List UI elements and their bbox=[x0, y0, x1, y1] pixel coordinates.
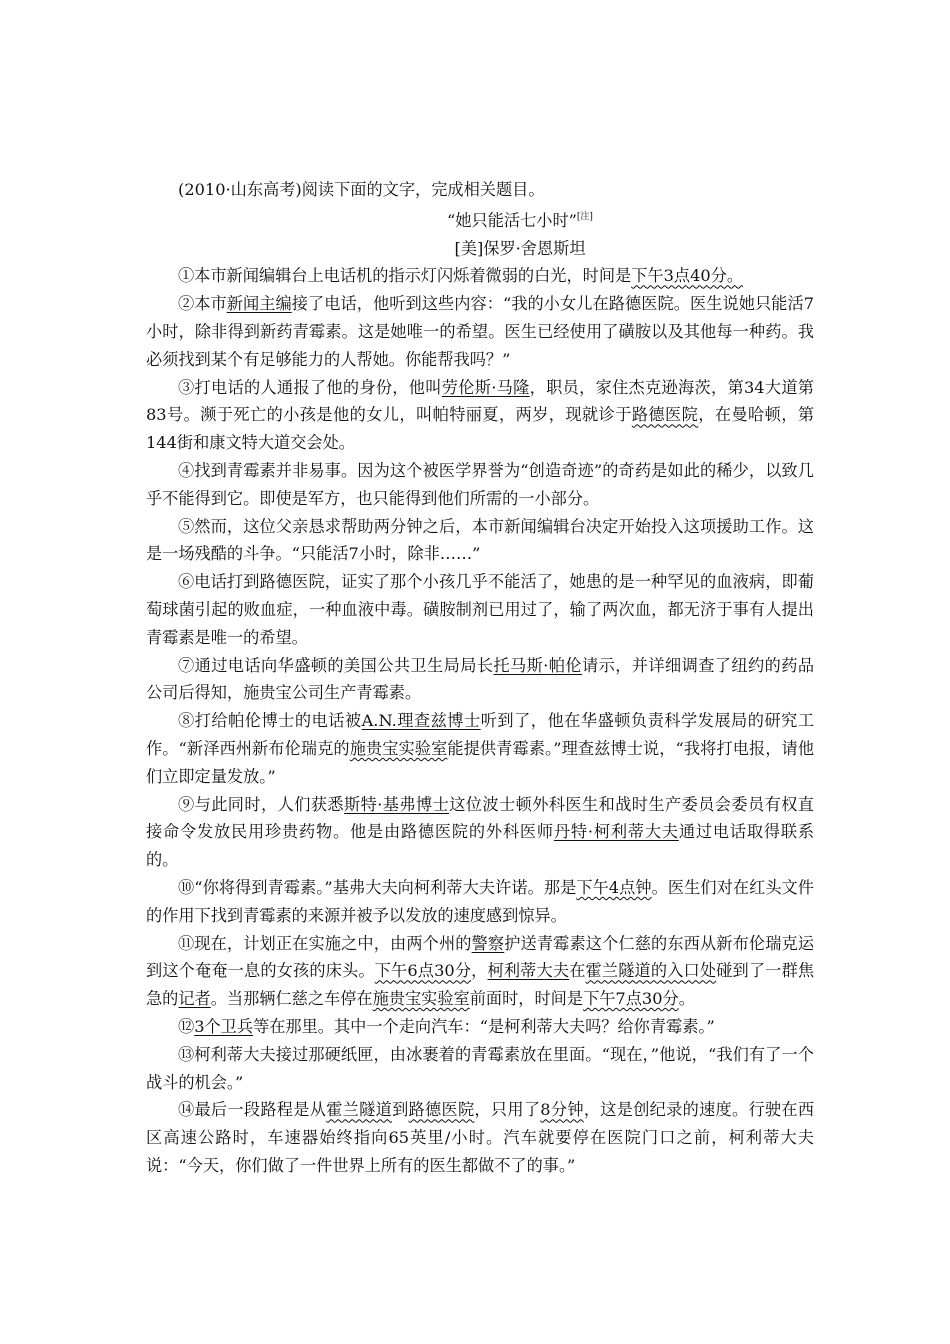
wavy-underlined-term: 下午6点30分 bbox=[374, 961, 472, 981]
article-title-text: “她只能活七小时” bbox=[447, 210, 577, 230]
paragraph-10 bbox=[146, 874, 814, 930]
underlined-term: 记者 bbox=[178, 989, 211, 1009]
underlined-term: 3个卫兵 bbox=[194, 1016, 254, 1036]
paragraph-text: ④找到青霉素并非易事。因为这个被医学界誉为“创造奇迹”的奇药是如此的稀少，以致几乎不能得到它。即使是军方，也只能得到他们所需的一小部分。 bbox=[146, 460, 814, 508]
paragraph-text: 护送青霉素这个仁慈的东西从新布伦瑞克运到这个奄奄一息的女孩的床头。 bbox=[146, 933, 815, 981]
paragraph-text: ⑭最后一段路程是从 bbox=[178, 1100, 327, 1120]
paragraph-text: ③打电话的人通报了他的身份，他叫 bbox=[178, 377, 442, 397]
paragraph-text: 等在那里。其中一个走向汽车：“是柯利蒂大夫吗？给你青霉素。” bbox=[253, 1016, 715, 1036]
paragraph-12 bbox=[146, 1013, 814, 1041]
paragraph-11 bbox=[146, 930, 814, 1013]
paragraph-text: 通过电话取得联系的。 bbox=[146, 822, 815, 870]
wavy-underlined-term: 霍兰隧道的入口处 bbox=[585, 961, 717, 981]
paragraph-4 bbox=[146, 457, 814, 513]
underlined-term: 新闻主编 bbox=[226, 294, 292, 314]
underlined-term: 柯利蒂大夫 bbox=[487, 961, 570, 981]
title-footnote-mark: [注] bbox=[576, 211, 593, 222]
paragraph-5 bbox=[146, 513, 814, 569]
paragraph-text: ，在曼哈顿，第144街和康文特大道交会处。 bbox=[146, 405, 815, 453]
paragraph-text: 。医生们对在红头文件的作用下找到青霉素的来源并被予以发放的速度感到惊异。 bbox=[146, 877, 814, 925]
paragraph-text: ⑥电话打到路德医院，证实了那个小孩几乎不能活了，她患的是一种罕见的血液病，即葡萄球菌引起的败血症，一种血液中毒。磺胺制剂已用过了，输了两次血，都无济于事有人提出青霉素是唯一的希望。 bbox=[146, 572, 814, 647]
article-body bbox=[146, 176, 814, 1180]
article-title bbox=[226, 204, 814, 235]
wavy-underlined-term: 下午4点钟 bbox=[576, 877, 652, 897]
paragraph-text: 听到了，他在华盛顿负责科学发展局的研究工作。“新泽西州新布伦瑞克的 bbox=[146, 711, 815, 758]
paragraph-8 bbox=[146, 707, 814, 790]
wavy-underlined-term: 8分钟 bbox=[540, 1100, 584, 1120]
wavy-underlined-term: 施贵宝实验室 bbox=[349, 738, 448, 758]
paragraph-text: 碰到了一群焦急的 bbox=[146, 961, 815, 1009]
question-intro: (2010·山东高考)阅读下面的文字，完成相关题目。 bbox=[178, 180, 545, 199]
paragraph-text: ⑬柯利蒂大夫接过那硬纸匣，由冰裹着的青霉素放在里面。“现在，”他说，“我们有了一个战斗的机会。” bbox=[146, 1044, 814, 1092]
paragraph-3 bbox=[146, 374, 814, 457]
paragraph-text: ⑤然而，这位父亲恳求帮助两分钟之后，本市新闻编辑台决定开始投入这项援助工作。这是一场残酷的斗争。“只能活7小时，除非……” bbox=[146, 516, 814, 564]
paragraph-text: 接了电话，他听到这些内容：“我的小女儿在路德医院。医生说她只能活7小时，除非得到新药青霉素。这是她唯一的希望。医生已经使用了磺胺以及其他每一种药。我必须找到某个有足够能力的人帮她。你能帮我吗？” bbox=[146, 294, 815, 369]
article-author: [美]保罗·舍恩斯坦 bbox=[454, 238, 586, 258]
paragraph-text: ，职员，家住杰克逊海茨，第34大道第83号。濒于死亡的小孩是他的女儿，叫帕特丽夏，两岁，现就诊于 bbox=[146, 377, 814, 425]
wavy-underlined-term: 路德医院 bbox=[631, 405, 699, 425]
paragraph-2 bbox=[146, 290, 814, 373]
underlined-term: 托马斯·帕伦 bbox=[493, 655, 582, 675]
wavy-underlined-term: 下午3点40分。 bbox=[631, 266, 744, 286]
wavy-underlined-term: 霍兰隧道 bbox=[326, 1100, 393, 1120]
paragraph-text: 到 bbox=[392, 1100, 409, 1120]
paragraph-1 bbox=[146, 262, 814, 290]
wavy-underlined-term: 施贵宝实验室 bbox=[372, 989, 470, 1009]
paragraph-text: 前面时，时间是 bbox=[469, 989, 584, 1009]
underlined-term: 警察 bbox=[471, 933, 505, 953]
paragraph-text: ⑧打给帕伦博士的电话被 bbox=[178, 711, 362, 731]
paragraph-7 bbox=[146, 652, 814, 708]
underlined-term: 劳伦斯·马隆 bbox=[441, 377, 530, 397]
paragraph-6 bbox=[146, 568, 814, 651]
paragraph-13 bbox=[146, 1041, 814, 1097]
wavy-underlined-term: 下午7点30分 bbox=[583, 989, 679, 1009]
wavy-underlined-term: 路德医院 bbox=[408, 1100, 475, 1120]
paragraph-text: ⑫ bbox=[178, 1016, 195, 1036]
paragraph-text: 。 bbox=[678, 989, 695, 1009]
paragraph-list bbox=[146, 262, 814, 1179]
paragraph-text: ⑦通过电话向华盛顿的美国公共卫生局局长 bbox=[178, 655, 494, 675]
paragraph-text: 在 bbox=[569, 961, 586, 981]
underlined-term: 斯特·基弗博士 bbox=[344, 794, 450, 814]
paragraph-text: ①本市新闻编辑台上电话机的指示灯闪烁着微弱的白光，时间是 bbox=[178, 266, 632, 286]
paragraph-text: ， bbox=[471, 961, 488, 981]
paragraph-text: 这位波士顿外科医生和战时生产委员会委员有权直接命令发放民用珍贵药物。他是由路德医院的外科医师 bbox=[146, 794, 814, 842]
underlined-term: 丹特·柯利蒂大夫 bbox=[553, 822, 679, 842]
paragraph-text: 。当那辆仁慈之车停在 bbox=[210, 989, 373, 1009]
paragraph-9 bbox=[146, 791, 814, 874]
paragraph-text: 能提供青霉素。”理查兹博士说，“我将打电报，请他们立即定量发放。” bbox=[146, 738, 815, 786]
paragraph-14 bbox=[146, 1096, 814, 1179]
paragraph-text: ，只用了 bbox=[474, 1100, 541, 1120]
paragraph-text: 请示，并详细调查了纽约的药品公司后得知，施贵宝公司生产青霉素。 bbox=[146, 655, 815, 703]
underlined-term: A.N.理查兹博士 bbox=[361, 711, 481, 731]
paragraph-text: ②本市 bbox=[178, 294, 227, 314]
paragraph-text: ⑩“你将得到青霉素。”基弗大夫向柯利蒂大夫许诺。那是 bbox=[178, 877, 577, 897]
paragraph-text: ⑨与此同时，人们获悉 bbox=[178, 794, 345, 814]
paragraph-text: ⑪现在，计划正在实施之中，由两个州的 bbox=[178, 933, 472, 953]
paragraph-text: ，这是创纪录的速度。行驶在西区高速公路时，车速器始终指向65英里/小时。汽车就要停在医院门口之前，柯利蒂大夫说：“今天，你们做了一件世界上所有的医生都做不了的事。” bbox=[146, 1100, 815, 1175]
